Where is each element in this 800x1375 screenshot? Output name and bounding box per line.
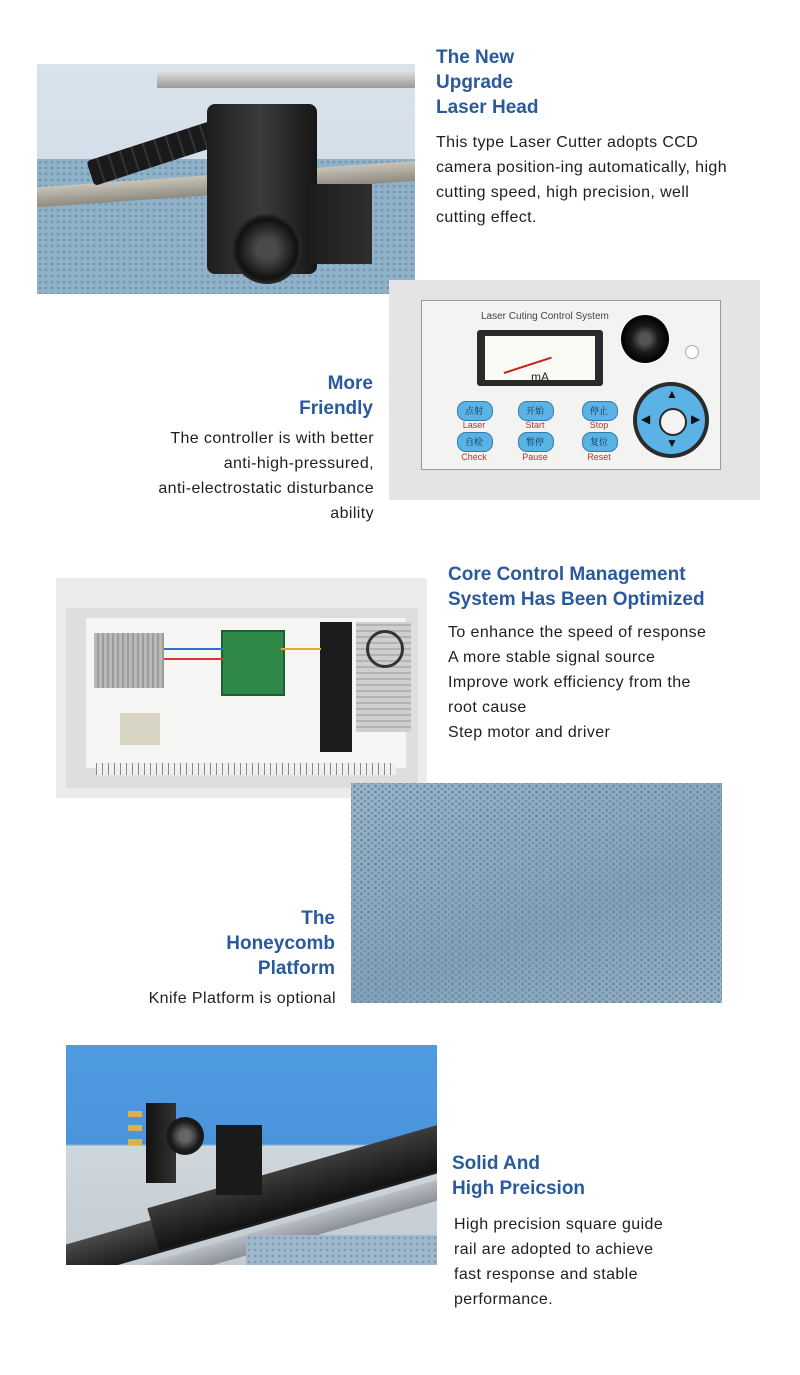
power-knob: [621, 315, 669, 363]
panel-button-laser-cn: 点射: [464, 406, 483, 416]
section-body-honeycomb: Knife Platform is optional: [148, 990, 336, 1007]
panel-label-pause: Pause: [522, 452, 548, 462]
section-body-laser-head: This type Laser Cutter adopts CCD camera position-ing automatically, high cutting speed, high precision, well cutting effect.: [436, 134, 727, 226]
panel-label-reset: Reset: [587, 452, 611, 462]
gantry-top-bar: [157, 72, 415, 88]
reflector-mirror: [166, 1117, 204, 1155]
panel-button-start-cn: 开始: [525, 406, 544, 416]
panel-button-check-cn: 自检: [464, 437, 483, 447]
fan-icon: [366, 630, 404, 668]
panel-button-reset-cn: 复位: [589, 437, 608, 447]
noise-filter: [120, 713, 160, 745]
section-title-core-control: Core Control Management System Has Been Optimized: [448, 564, 705, 610]
indicator-light: [685, 345, 699, 359]
arrow-up-icon: ▲: [666, 387, 678, 401]
direction-pad-center: [659, 408, 687, 436]
panel-button-stop-cn: 停止: [589, 406, 608, 416]
control-panel-photo: [389, 280, 760, 500]
panel-label-laser: Laser: [462, 420, 486, 430]
wire-yellow: [281, 648, 321, 650]
carriage-bracket: [216, 1125, 262, 1195]
small-power-supply: [94, 633, 164, 688]
section-body-friendly: The controller is with better anti-high-pressured, anti-electrostatic disturbance ability: [158, 430, 374, 522]
stepper-driver: [320, 622, 352, 752]
head-control-box: [307, 184, 372, 264]
honeycomb-platform-photo: [351, 783, 722, 1003]
ammeter-unit: mA: [531, 370, 549, 384]
control-board: [221, 630, 285, 696]
wire-blue: [164, 648, 224, 650]
cable-duct: [96, 763, 396, 775]
panel-label-stop: Stop: [589, 420, 609, 430]
honeycomb-corner: [246, 1235, 437, 1265]
section-title-laser-head: The New Upgrade Laser Head: [436, 47, 539, 118]
wire-red: [164, 658, 224, 660]
section-body-core-control: To enhance the speed of response A more stable signal source Improve work efficiency from the root cause Step motor and driver: [448, 624, 707, 741]
adjust-screws: [128, 1111, 142, 1151]
laser-head-photo: [37, 64, 415, 294]
panel-label-start: Start: [525, 420, 545, 430]
section-title-solid: Solid And High Preicsion: [452, 1153, 586, 1199]
section-title-honeycomb: The Honeycomb Platform: [226, 908, 335, 979]
panel-label-check: Check: [461, 452, 487, 462]
section-body-solid: High precision square guide rail are adopted to achieve fast response and stable performance.: [454, 1216, 664, 1308]
guide-rail-photo: [66, 1045, 437, 1265]
arrow-right-icon: ▶: [691, 412, 701, 426]
laser-lens: [232, 214, 302, 284]
arrow-left-icon: ◀: [641, 412, 651, 426]
panel-button-pause-cn: 暂停: [525, 437, 544, 447]
arrow-down-icon: ▼: [666, 436, 678, 450]
section-title-friendly: More Friendly: [299, 373, 373, 419]
control-cabinet-photo: [56, 578, 427, 798]
panel-title: Laser Cuting Control System: [481, 311, 609, 322]
